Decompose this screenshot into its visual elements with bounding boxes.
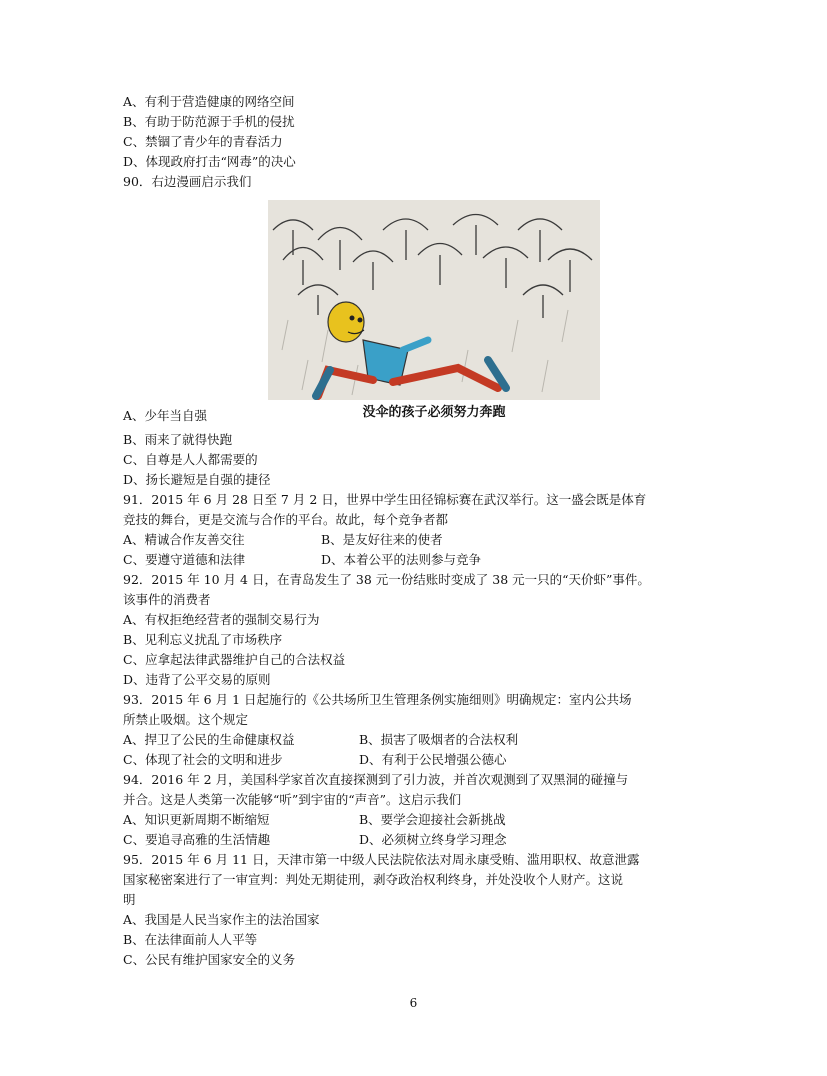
q90-option-d: D、扬长避短是自强的捷径 [123, 472, 271, 487]
q91-option-a: A、精诚合作友善交往 [123, 532, 245, 547]
q93-stem-line-2: 所禁止吸烟。这个规定 [123, 712, 249, 727]
q91-option-c: C、要遵守道德和法律 [123, 552, 246, 567]
q94-options-row-1 [123, 810, 506, 830]
cartoon-figure [268, 200, 600, 426]
cartoon-caption: 没伞的孩子必须努力奔跑 [268, 400, 600, 426]
q95-option-c: C、公民有维护国家安全的义务 [123, 952, 296, 967]
q90-stem: 90．右边漫画启示我们 [123, 174, 252, 189]
q89-option-d: D、体现政府打击“网毒”的决心 [123, 154, 296, 169]
q89-option-b: B、有助于防范源于手机的侵扰 [123, 114, 295, 129]
q92-option-a: A、有权拒绝经营者的强制交易行为 [123, 612, 320, 627]
q93-options-row-2 [123, 750, 507, 770]
q93-option-c: C、体现了社会的文明和进步 [123, 752, 283, 767]
q94-option-c: C、要追寻高雅的生活情趣 [123, 832, 271, 847]
q94-option-d: D、必须树立终身学习理念 [359, 832, 507, 847]
q90-option-b: B、雨来了就得快跑 [123, 432, 233, 447]
q93-option-b: B、损害了吸烟者的合法权利 [359, 732, 519, 747]
q90-option-c: C、自尊是人人都需要的 [123, 452, 258, 467]
q92-option-c: C、应拿起法律武器维护自己的合法权益 [123, 652, 346, 667]
q92-option-d: D、违背了公平交易的原则 [123, 672, 271, 687]
q90-option-a: A、少年当自强 [123, 408, 208, 423]
page-number: 6 [409, 996, 418, 1010]
q94-stem-line-2: 并合。这是人类第一次能够“听”到宇宙的“声音”。这启示我们 [123, 792, 462, 807]
q94-options-row-2 [123, 830, 507, 850]
q95-stem-line-3: 明 [123, 892, 136, 907]
q95-option-b: B、在法律面前人人平等 [123, 932, 258, 947]
q94-option-b: B、要学会迎接社会新挑战 [359, 812, 506, 827]
q93-stem-line-1: 93．2015 年 6 月 1 日起施行的《公共场所卫生管理条例实施细则》明确规定：室内公共场 [123, 692, 632, 707]
q91-options-row-2 [123, 550, 481, 570]
q91-stem-line-1: 91．2015 年 6 月 28 日至 7 月 2 日，世界中学生田径锦标赛在武汉举行。这一盛会既是体育 [123, 492, 647, 507]
q95-stem-line-2: 国家秘密案进行了一审宣判：判处无期徒刑，剥夺政治权利终身，并处没收个人财产。这说 [123, 872, 624, 887]
cartoon-illustration [268, 200, 600, 400]
q89-option-c: C、禁锢了青少年的青春活力 [123, 134, 283, 149]
q91-stem-line-2: 竞技的舞台，更是交流与合作的平台。故此，每个竞争者都 [123, 512, 449, 527]
q94-option-a: A、知识更新周期不断缩短 [123, 812, 270, 827]
q93-option-d: D、有利于公民增强公德心 [359, 752, 507, 767]
q91-option-d: D、本着公平的法则参与竞争 [321, 552, 482, 567]
q95-stem-line-1: 95．2015 年 6 月 11 日，天津市第一中级人民法院依法对周永康受贿、滥用职权、故意泄露 [123, 852, 640, 867]
q93-options-row-1 [123, 730, 518, 750]
q93-option-a: A、捍卫了公民的生命健康权益 [123, 732, 295, 747]
q91-options-row-1 [123, 530, 443, 550]
q91-option-b: B、是友好往来的使者 [321, 532, 443, 547]
q92-stem-line-2: 该事件的消费者 [123, 592, 211, 607]
q94-stem-line-1: 94．2016 年 2 月，美国科学家首次直接探测到了引力波，并首次观测到了双黑洞的碰撞与 [123, 772, 629, 787]
q92-stem-line-1: 92．2015 年 10 月 4 日，在青岛发生了 38 元一份结账时变成了 38 元一只的“天价虾”事件。 [123, 572, 650, 587]
q95-option-a: A、我国是人民当家作主的法治国家 [123, 912, 320, 927]
q92-option-b: B、见利忘义扰乱了市场秩序 [123, 632, 283, 647]
q89-option-a: A、有利于营造健康的网络空间 [123, 94, 295, 109]
